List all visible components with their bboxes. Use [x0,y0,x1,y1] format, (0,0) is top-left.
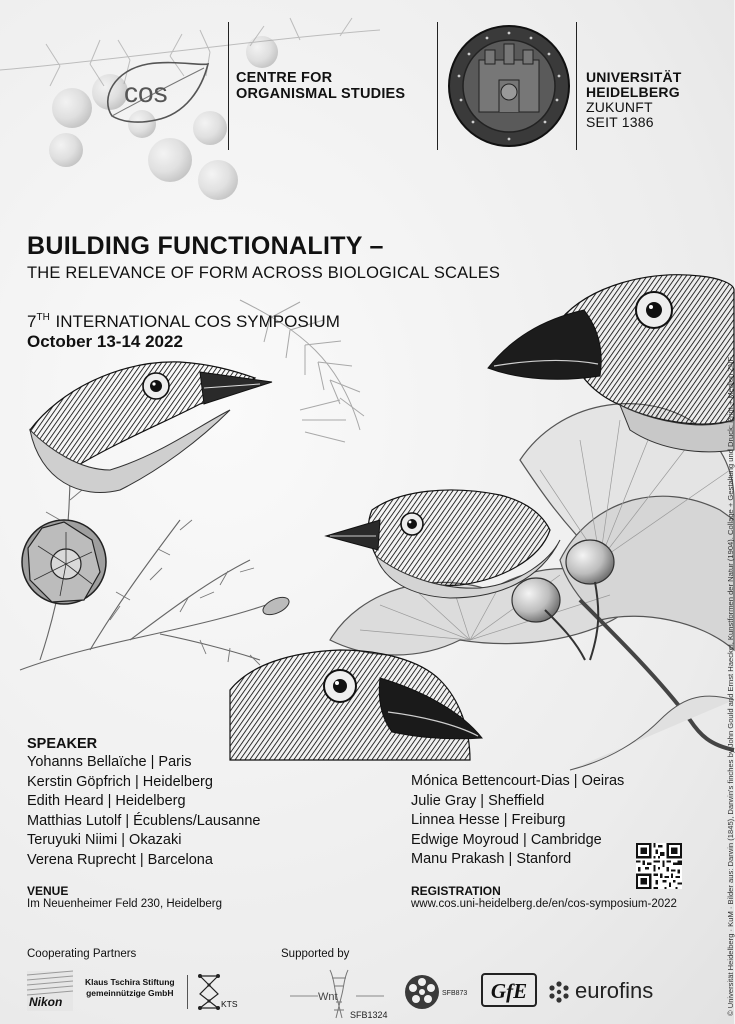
finch-lower [230,650,482,760]
speaker-list-right [411,772,624,870]
speaker-list-left [27,753,261,870]
symposium-line [27,312,340,332]
uni-line2: HEIDELBERG [586,84,680,100]
finch-upper-left [30,362,272,493]
supported-by-label: Supported by [281,948,350,960]
uni-line3: ZUKUNFT [586,99,653,115]
header-separator-right [576,22,577,150]
symposium-name: INTERNATIONAL COS SYMPOSIUM [55,312,340,331]
registration-qr-code[interactable] [636,843,682,889]
registration-url[interactable]: www.cos.uni-heidelberg.de/en/cos-symposium-2022 [411,898,677,910]
speaker-item: Manu Prakash | Stanford [411,851,572,867]
uni-line1: UNIVERSITÄT [586,69,682,85]
speaker-item: Julie Gray | Sheffield [411,792,545,809]
kts-line1: Klaus Tschira Stiftung [85,977,175,987]
kts-short-text: KTS [221,999,238,1009]
wnt-text: Wnt [318,991,338,1003]
cos-logo [104,58,210,124]
university-seal [447,24,571,148]
image-credit: © Universität Heidelberg · KuM · Bilder aus: Darwin (1845), Darwin's finches by John Gould and Ernst Haeckel, Kunstformen der Natur (1904). Collage + Gestaltung und Druck: Print + Medien ZNF [726,356,735,1016]
speaker-heading: SPEAKER [27,736,98,752]
cypress-cone [22,520,106,604]
header-separator-left [228,22,229,150]
speaker-item: Linnea Hesse | Freiburg [411,812,566,828]
venue-address: Im Neuenheimer Feld 230, Heidelberg [27,898,222,910]
cos-name [236,70,405,102]
kts-divider [187,975,188,1009]
uni-line4: SEIT 1386 [586,114,654,130]
sfb1324-text: SFB1324 [350,1010,388,1020]
klaus-tschira-stiftung-name [85,977,175,998]
ordinal-number: 7 [27,312,37,331]
speaker-item: Yohanns Bellaïche | Paris [27,754,192,770]
venue-heading: VENUE [27,884,69,898]
event-title: BUILDING FUNCTIONALITY – [27,232,384,260]
speaker-item: Edwige Moyroud | Cambridge [411,831,602,848]
sfb873-logo [404,972,476,1012]
kts-logo [196,972,244,1012]
nikon-logo [27,971,73,1011]
university-name [586,70,682,130]
sfb873-text: SFB873 [442,990,468,997]
cooperating-partners-label: Cooperating Partners [27,948,137,960]
gfe-logo [481,973,537,1007]
cos-name-line2: ORGANISMAL STUDIES [236,86,406,102]
speaker-item: Edith Heard | Heidelberg [27,793,186,809]
event-date: October 13-14 2022 [27,332,183,351]
speaker-item: Teruyuki Niimi | Okazaki [27,832,182,848]
speaker-item: Verena Ruprecht | Barcelona [27,851,213,868]
cos-name-line1: CENTRE FOR [236,70,333,86]
speaker-item: Matthias Lutolf | Écublens/Lausanne [27,812,261,829]
registration-heading: REGISTRATION [411,884,501,898]
sfb1324-wnt-logo [290,968,388,1020]
ordinal-suffix: TH [36,312,50,323]
cos-logo-text: cos [124,77,168,108]
kts-line2: gemeinnützige GmbH [86,987,174,998]
small-cone [260,594,291,619]
speaker-item: Kerstin Göpfrich | Heidelberg [27,773,213,790]
eurofins-logo [547,975,692,1007]
event-subtitle: THE RELEVANCE OF FORM ACROSS BIOLOGICAL SCALES [27,264,501,282]
nikon-logo-text: Nikon [29,995,63,1009]
eurofins-text: eurofins [575,978,654,1003]
speaker-item: Mónica Bettencourt-Dias | Oeiras [411,773,625,789]
header-separator-middle [437,22,438,150]
gfe-text: GfE [490,979,528,1003]
